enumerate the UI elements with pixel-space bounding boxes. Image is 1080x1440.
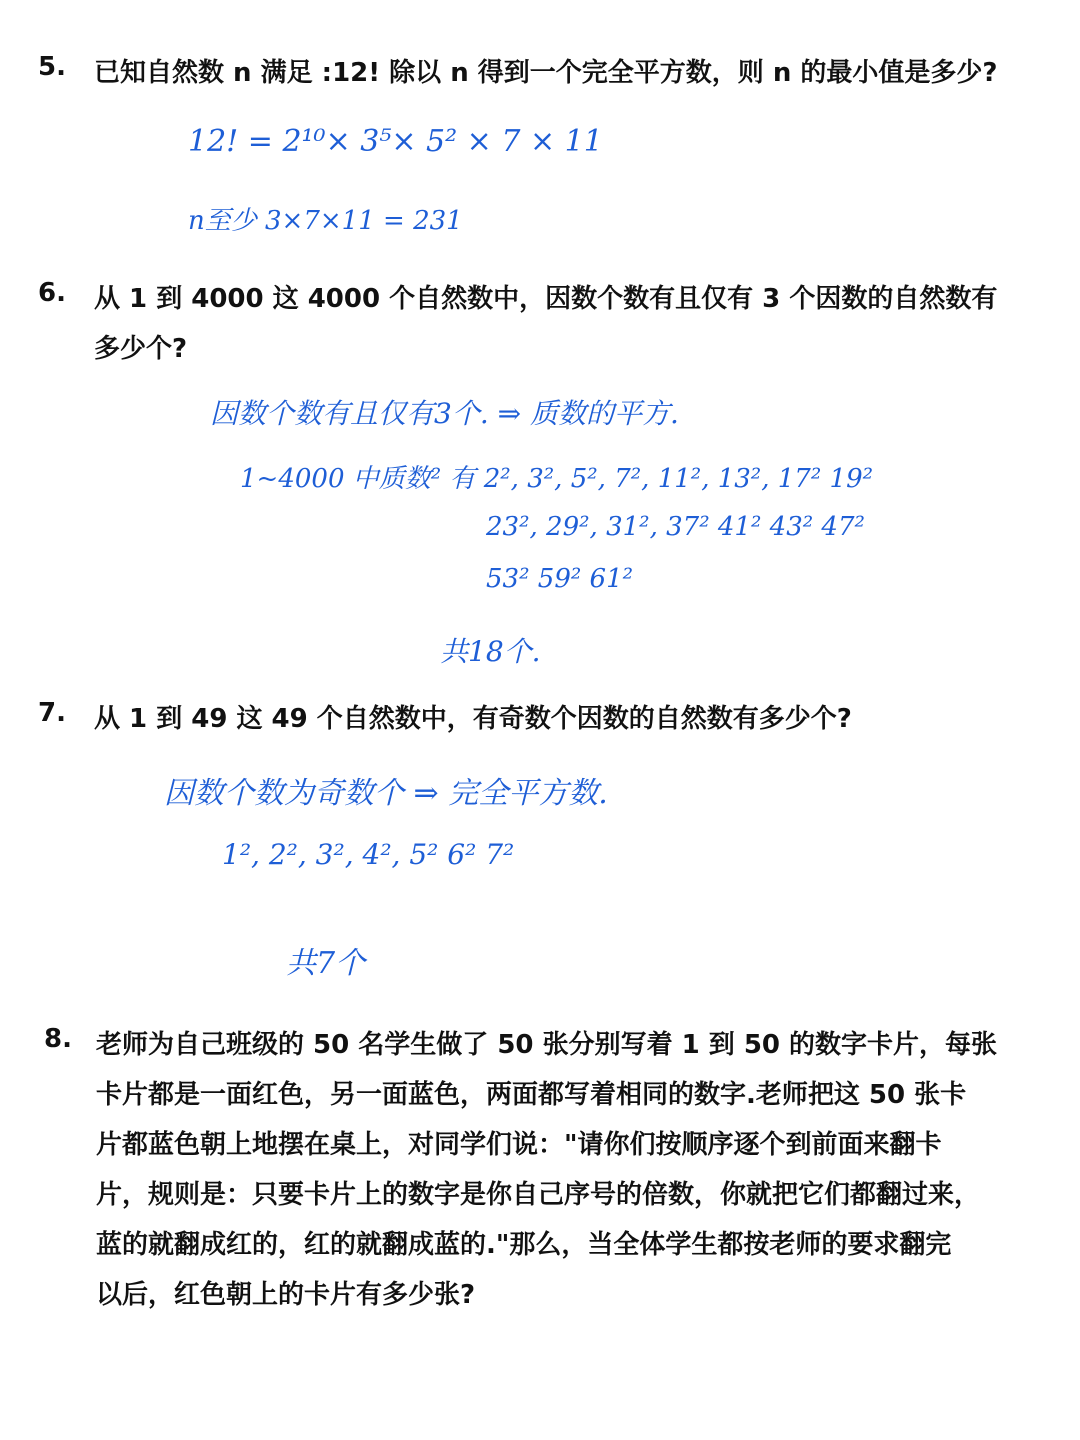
question-7-answer: 共7个 — [286, 946, 366, 981]
question-8-line-2: 卡片都是一面红色，另一面蓝色，两面都写着相同的数字.老师把这 50 张卡 — [96, 1080, 967, 1110]
question-6-line-1: 从 1 到 4000 这 4000 个自然数中，因数个数有且仅有 3 个因数的自然数有 — [94, 284, 998, 314]
question-6-work-line-2: 1~4000 中质数² 有 2², 3², 5², 7², 11², 13², 17² 19² — [240, 464, 874, 494]
question-6-work-line-3: 23², 29², 31², 37² 41² 43² 47² — [486, 512, 865, 542]
question-5-text: 已知自然数 n 满足 :12! 除以 n 得到一个完全平方数，则 n 的最小值是多少? — [94, 58, 998, 88]
question-8-line-3: 片都蓝色朝上地摆在桌上，对同学们说："请你们按顺序逐个到前面来翻卡 — [96, 1130, 942, 1160]
question-8-line-1: 老师为自己班级的 50 名学生做了 50 张分别写着 1 到 50 的数字卡片，每张 — [96, 1030, 998, 1060]
question-6-line-2: 多少个? — [94, 334, 188, 364]
question-6-number: 6. — [38, 278, 66, 308]
question-8-line-4: 片，规则是：只要卡片上的数字是你自己序号的倍数，你就把它们都翻过来， — [96, 1180, 981, 1210]
question-7-work-line-1: 因数个数为奇数个 ⇒ 完全平方数. — [164, 776, 608, 811]
question-8-line-5: 蓝的就翻成红的，红的就翻成蓝的."那么，当全体学生都按老师的要求翻完 — [96, 1230, 952, 1260]
question-5-work-line-1: 12! = 2¹⁰× 3⁵× 5² × 7 × 11 — [188, 124, 603, 159]
question-8-line-6: 以后，红色朝上的卡片有多少张? — [96, 1280, 476, 1310]
question-7-number: 7. — [38, 698, 66, 728]
question-6-work-line-1: 因数个数有且仅有3个. ⇒ 质数的平方. — [210, 397, 679, 430]
question-8-number: 8. — [44, 1024, 72, 1054]
question-7-work-line-2: 1², 2², 3², 4², 5² 6² 7² — [222, 838, 515, 871]
question-6-work-line-4: 53² 59² 61² — [486, 564, 634, 594]
question-6-answer: 共18个. — [440, 635, 541, 668]
question-5-work-line-2: n至少 3×7×11 = 231 — [188, 206, 463, 236]
question-7-text: 从 1 到 49 这 49 个自然数中，有奇数个因数的自然数有多少个? — [94, 704, 852, 734]
question-5-number: 5. — [38, 52, 66, 82]
